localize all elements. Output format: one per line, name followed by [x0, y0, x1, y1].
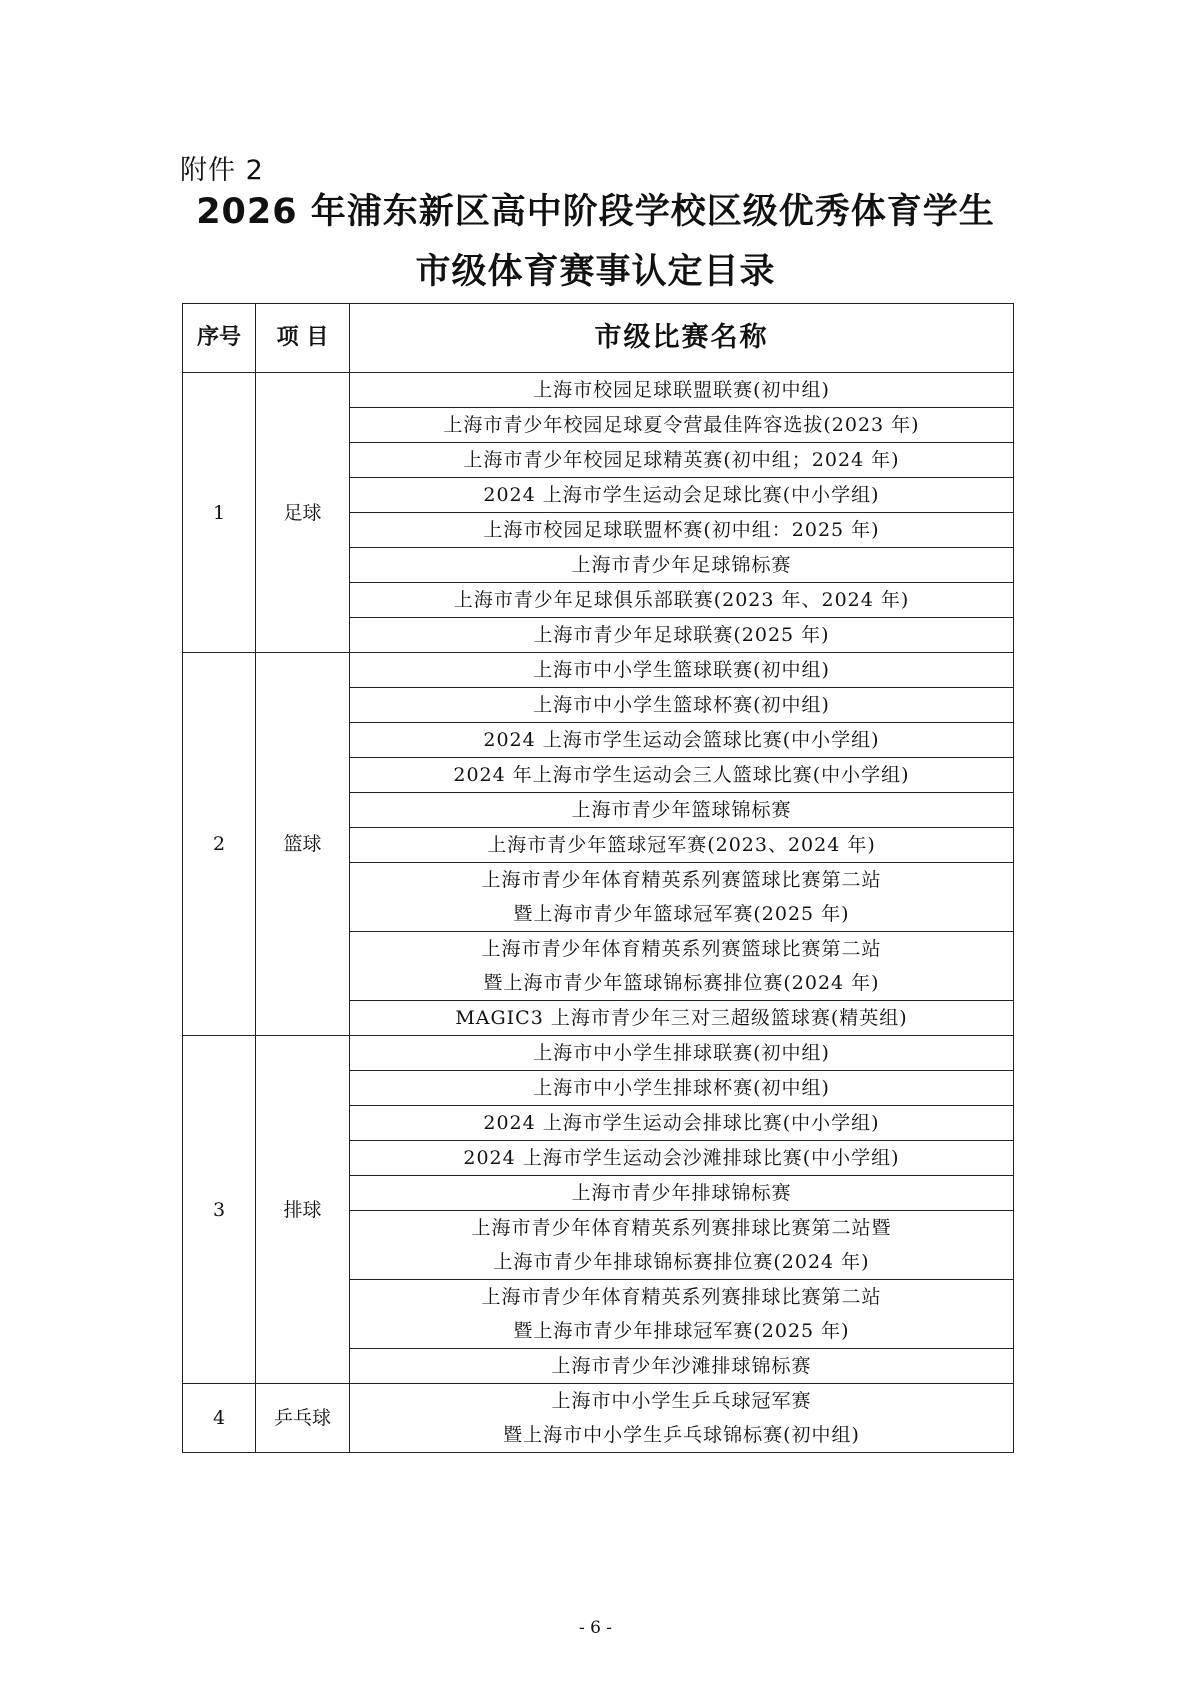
competition-name	[350, 1001, 1014, 1036]
competition-name	[350, 1384, 1014, 1453]
competition-name-line: 上海市青少年足球俱乐部联赛(2023 年、2024 年)	[453, 589, 910, 611]
row-number: 2	[183, 653, 256, 1036]
sport-item: 足球	[256, 373, 350, 653]
competition-name-line: 2024 上海市学生运动会排球比赛(中小学组)	[483, 1112, 880, 1134]
competition-name-line: 2024 上海市学生运动会篮球比赛(中小学组)	[483, 729, 880, 751]
competition-name	[350, 1071, 1014, 1106]
table-row	[183, 653, 1014, 688]
table-body	[183, 373, 1014, 1453]
competition-name	[350, 1141, 1014, 1176]
competition-name-line: 上海市青少年体育精英系列赛篮球比赛第二站	[481, 938, 882, 960]
competition-name-line: 上海市青少年排球锦标赛排位赛(2024 年)	[493, 1251, 870, 1273]
row-number: 3	[183, 1036, 256, 1384]
header-item: 项 目	[256, 304, 350, 373]
table-row	[183, 373, 1014, 408]
row-number: 1	[183, 373, 256, 653]
competition-name	[350, 1280, 1014, 1349]
sport-item: 乒乓球	[256, 1384, 350, 1453]
competition-name-line: 上海市青少年体育精英系列赛排球比赛第二站	[481, 1286, 882, 1308]
competition-name	[350, 723, 1014, 758]
sport-item: 篮球	[256, 653, 350, 1036]
competition-name	[350, 583, 1014, 618]
competition-name-line: 上海市中小学生乒乓球冠军赛	[551, 1390, 812, 1412]
competition-name	[350, 408, 1014, 443]
row-number: 4	[183, 1384, 256, 1453]
competition-name-line: 上海市青少年校园足球精英赛(初中组；2024 年)	[463, 449, 900, 471]
table-header-row	[183, 304, 1014, 373]
competition-name-line: 上海市青少年沙滩排球锦标赛	[551, 1355, 812, 1377]
competition-name-line: 上海市青少年排球锦标赛	[571, 1182, 792, 1204]
competition-name-line: 上海市青少年足球联赛(2025 年)	[533, 624, 830, 646]
competition-name	[350, 758, 1014, 793]
competition-name	[350, 688, 1014, 723]
competition-name	[350, 793, 1014, 828]
competition-name-line: 暨上海市青少年篮球冠军赛(2025 年)	[513, 903, 850, 925]
competition-name-line: 上海市中小学生排球杯赛(初中组)	[533, 1077, 830, 1099]
competition-name-line: 上海市中小学生篮球杯赛(初中组)	[533, 694, 830, 716]
competition-name-line: 暨上海市中小学生乒乓球锦标赛(初中组)	[503, 1424, 860, 1446]
competition-name	[350, 1036, 1014, 1071]
competition-name-line: MAGIC3 上海市青少年三对三超级篮球赛(精英组)	[455, 1007, 908, 1029]
competition-name	[350, 932, 1014, 1001]
competition-name-line: 暨上海市青少年排球冠军赛(2025 年)	[513, 1320, 850, 1342]
competition-name	[350, 653, 1014, 688]
competition-name	[350, 828, 1014, 863]
competition-name-line: 上海市校园足球联盟杯赛(初中组：2025 年)	[483, 519, 880, 541]
competition-name-line: 上海市青少年体育精英系列赛篮球比赛第二站	[481, 869, 882, 891]
document-title-line2: 市级体育赛事认定目录	[415, 252, 776, 292]
competition-name	[350, 443, 1014, 478]
competition-name	[350, 618, 1014, 653]
competition-name-line: 上海市青少年足球锦标赛	[571, 554, 792, 576]
competition-name	[350, 513, 1014, 548]
competition-name-line: 2024 上海市学生运动会沙滩排球比赛(中小学组)	[463, 1147, 900, 1169]
competition-name-line: 上海市青少年体育精英系列赛排球比赛第二站暨	[471, 1217, 892, 1239]
competition-name-line: 上海市青少年校园足球夏令营最佳阵容选拔(2023 年)	[443, 414, 920, 436]
sport-item: 排球	[256, 1036, 350, 1384]
competition-name-line: 暨上海市青少年篮球锦标赛排位赛(2024 年)	[483, 972, 880, 994]
competition-name-line: 上海市青少年篮球锦标赛	[571, 799, 792, 821]
competition-table	[182, 303, 1014, 1453]
document-title-line1: 2026 年浦东新区高中阶段学校区级优秀体育学生	[196, 192, 995, 232]
competition-name-line: 2024 年上海市学生运动会三人篮球比赛(中小学组)	[453, 764, 910, 786]
header-competition-name: 市级比赛名称	[350, 304, 1014, 373]
competition-name	[350, 548, 1014, 583]
competition-name-line: 上海市青少年篮球冠军赛(2023、2024 年)	[487, 834, 876, 856]
table-row	[183, 1384, 1014, 1453]
table-row	[183, 1036, 1014, 1071]
header-no: 序号	[183, 304, 256, 373]
competition-name-line: 2024 上海市学生运动会足球比赛(中小学组)	[483, 484, 880, 506]
competition-name	[350, 1176, 1014, 1211]
competition-name-line: 上海市中小学生排球联赛(初中组)	[533, 1042, 830, 1064]
competition-name	[350, 478, 1014, 513]
competition-name-line: 上海市校园足球联盟联赛(初中组)	[533, 379, 830, 401]
attachment-label: 附件 2	[180, 155, 264, 186]
competition-name	[350, 1349, 1014, 1384]
competition-name	[350, 1106, 1014, 1141]
page-number: - 6 -	[578, 1618, 613, 1638]
competition-name	[350, 863, 1014, 932]
competition-name	[350, 1211, 1014, 1280]
competition-name	[350, 373, 1014, 408]
competition-name-line: 上海市中小学生篮球联赛(初中组)	[533, 659, 830, 681]
